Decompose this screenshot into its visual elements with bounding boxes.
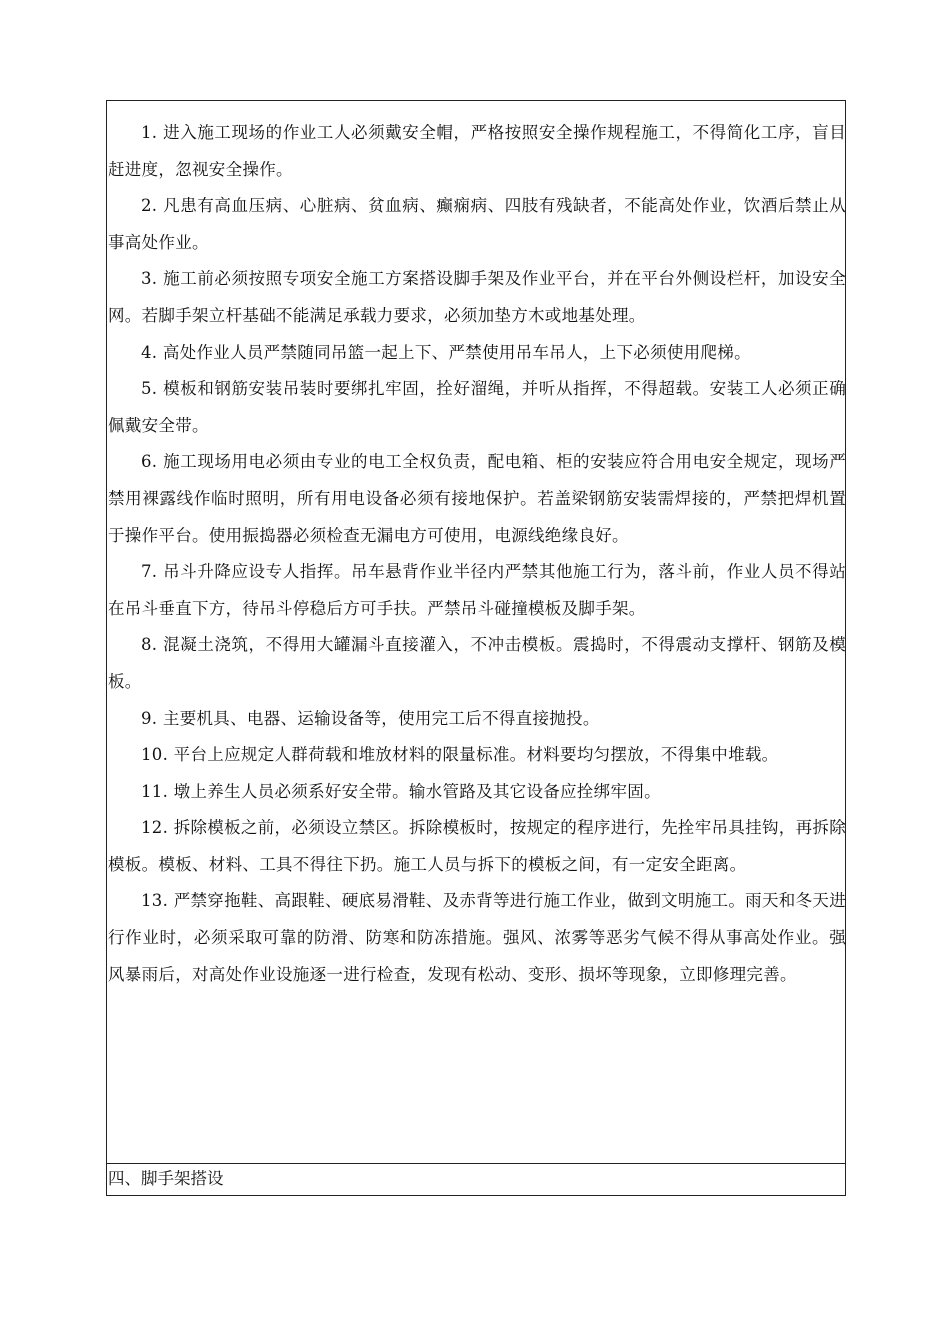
safety-requirements-cell	[107, 101, 847, 1165]
rule-paragraph-12: 12. 拆除模板之前，必须设立禁区。拆除模板时，按规定的程序进行，先拴牢吊具挂钩，再拆除模板。模板、材料、工具不得往下扔。施工人员与拆下的模板之间，有一定安全距离。	[108, 818, 846, 874]
rule-paragraph-6: 6. 施工现场用电必须由专业的电工全权负责，配电箱、柜的安装应符合用电安全规定，现场严禁用裸露线作临时照明，所有用电设备必须有接地保护。若盖梁钢筋安装需焊接的，严禁把焊机置于操作平台。使用振捣器必须检查无漏电方可使用，电源线绝缘良好。	[108, 452, 846, 545]
rule-paragraph-1: 1. 进入施工现场的作业工人必须戴安全帽，严格按照安全操作规程施工，不得简化工序，盲目赶进度，忽视安全操作。	[108, 123, 846, 179]
rule-paragraph-11: 11. 墩上养生人员必须系好安全带。输水管路及其它设备应拴绑牢固。	[141, 781, 661, 801]
section-heading-row	[107, 1163, 845, 1195]
rule-paragraph-8: 8. 混凝土浇筑，不得用大罐漏斗直接灌入，不冲击模板。震捣时，不得震动支撑杆、钢筋及模板。	[108, 635, 846, 691]
rule-paragraph-13: 13. 严禁穿拖鞋、高跟鞋、硬底易滑鞋、及赤背等进行施工作业，做到文明施工。雨天和冬天进行作业时，必须采取可靠的防滑、防寒和防冻措施。强风、浓雾等恶劣气候不得从事高处作业。强风暴雨后，对高处作业设施逐一进行检查，发现有松动、变形、损坏等现象，立即修理完善。	[108, 891, 846, 984]
document-table	[106, 100, 846, 1196]
rule-paragraph-4: 4. 高处作业人员严禁随同吊篮一起上下、严禁使用吊车吊人，上下必须使用爬梯。	[141, 342, 751, 362]
section-heading: 四、脚手架搭设	[108, 1169, 224, 1188]
rule-paragraph-2: 2. 凡患有高血压病、心脏病、贫血病、癫痫病、四肢有残缺者，不能高处作业，饮酒后禁止从事高处作业。	[108, 196, 846, 252]
rule-paragraph-10: 10. 平台上应规定人群荷载和堆放材料的限量标准。材料要均匀摆放，不得集中堆载。	[141, 745, 779, 765]
rule-paragraph-7: 7. 吊斗升降应设专人指挥。吊车悬背作业半径内严禁其他施工行为，落斗前，作业人员不得站在吊斗垂直下方，待吊斗停稳后方可手扶。严禁吊斗碰撞模板及脚手架。	[108, 562, 846, 618]
rule-paragraph-9: 9. 主要机具、电器、运输设备等，使用完工后不得直接抛投。	[141, 708, 600, 728]
rule-paragraph-5: 5. 模板和钢筋安装吊装时要绑扎牢固，拴好溜绳，并听从指挥，不得超载。安装工人必须正确佩戴安全带。	[108, 379, 846, 435]
rule-paragraph-3: 3. 施工前必须按照专项安全施工方案搭设脚手架及作业平台，并在平台外侧设栏杆，加设安全网。若脚手架立杆基础不能满足承载力要求，必须加垫方木或地基处理。	[108, 269, 846, 325]
